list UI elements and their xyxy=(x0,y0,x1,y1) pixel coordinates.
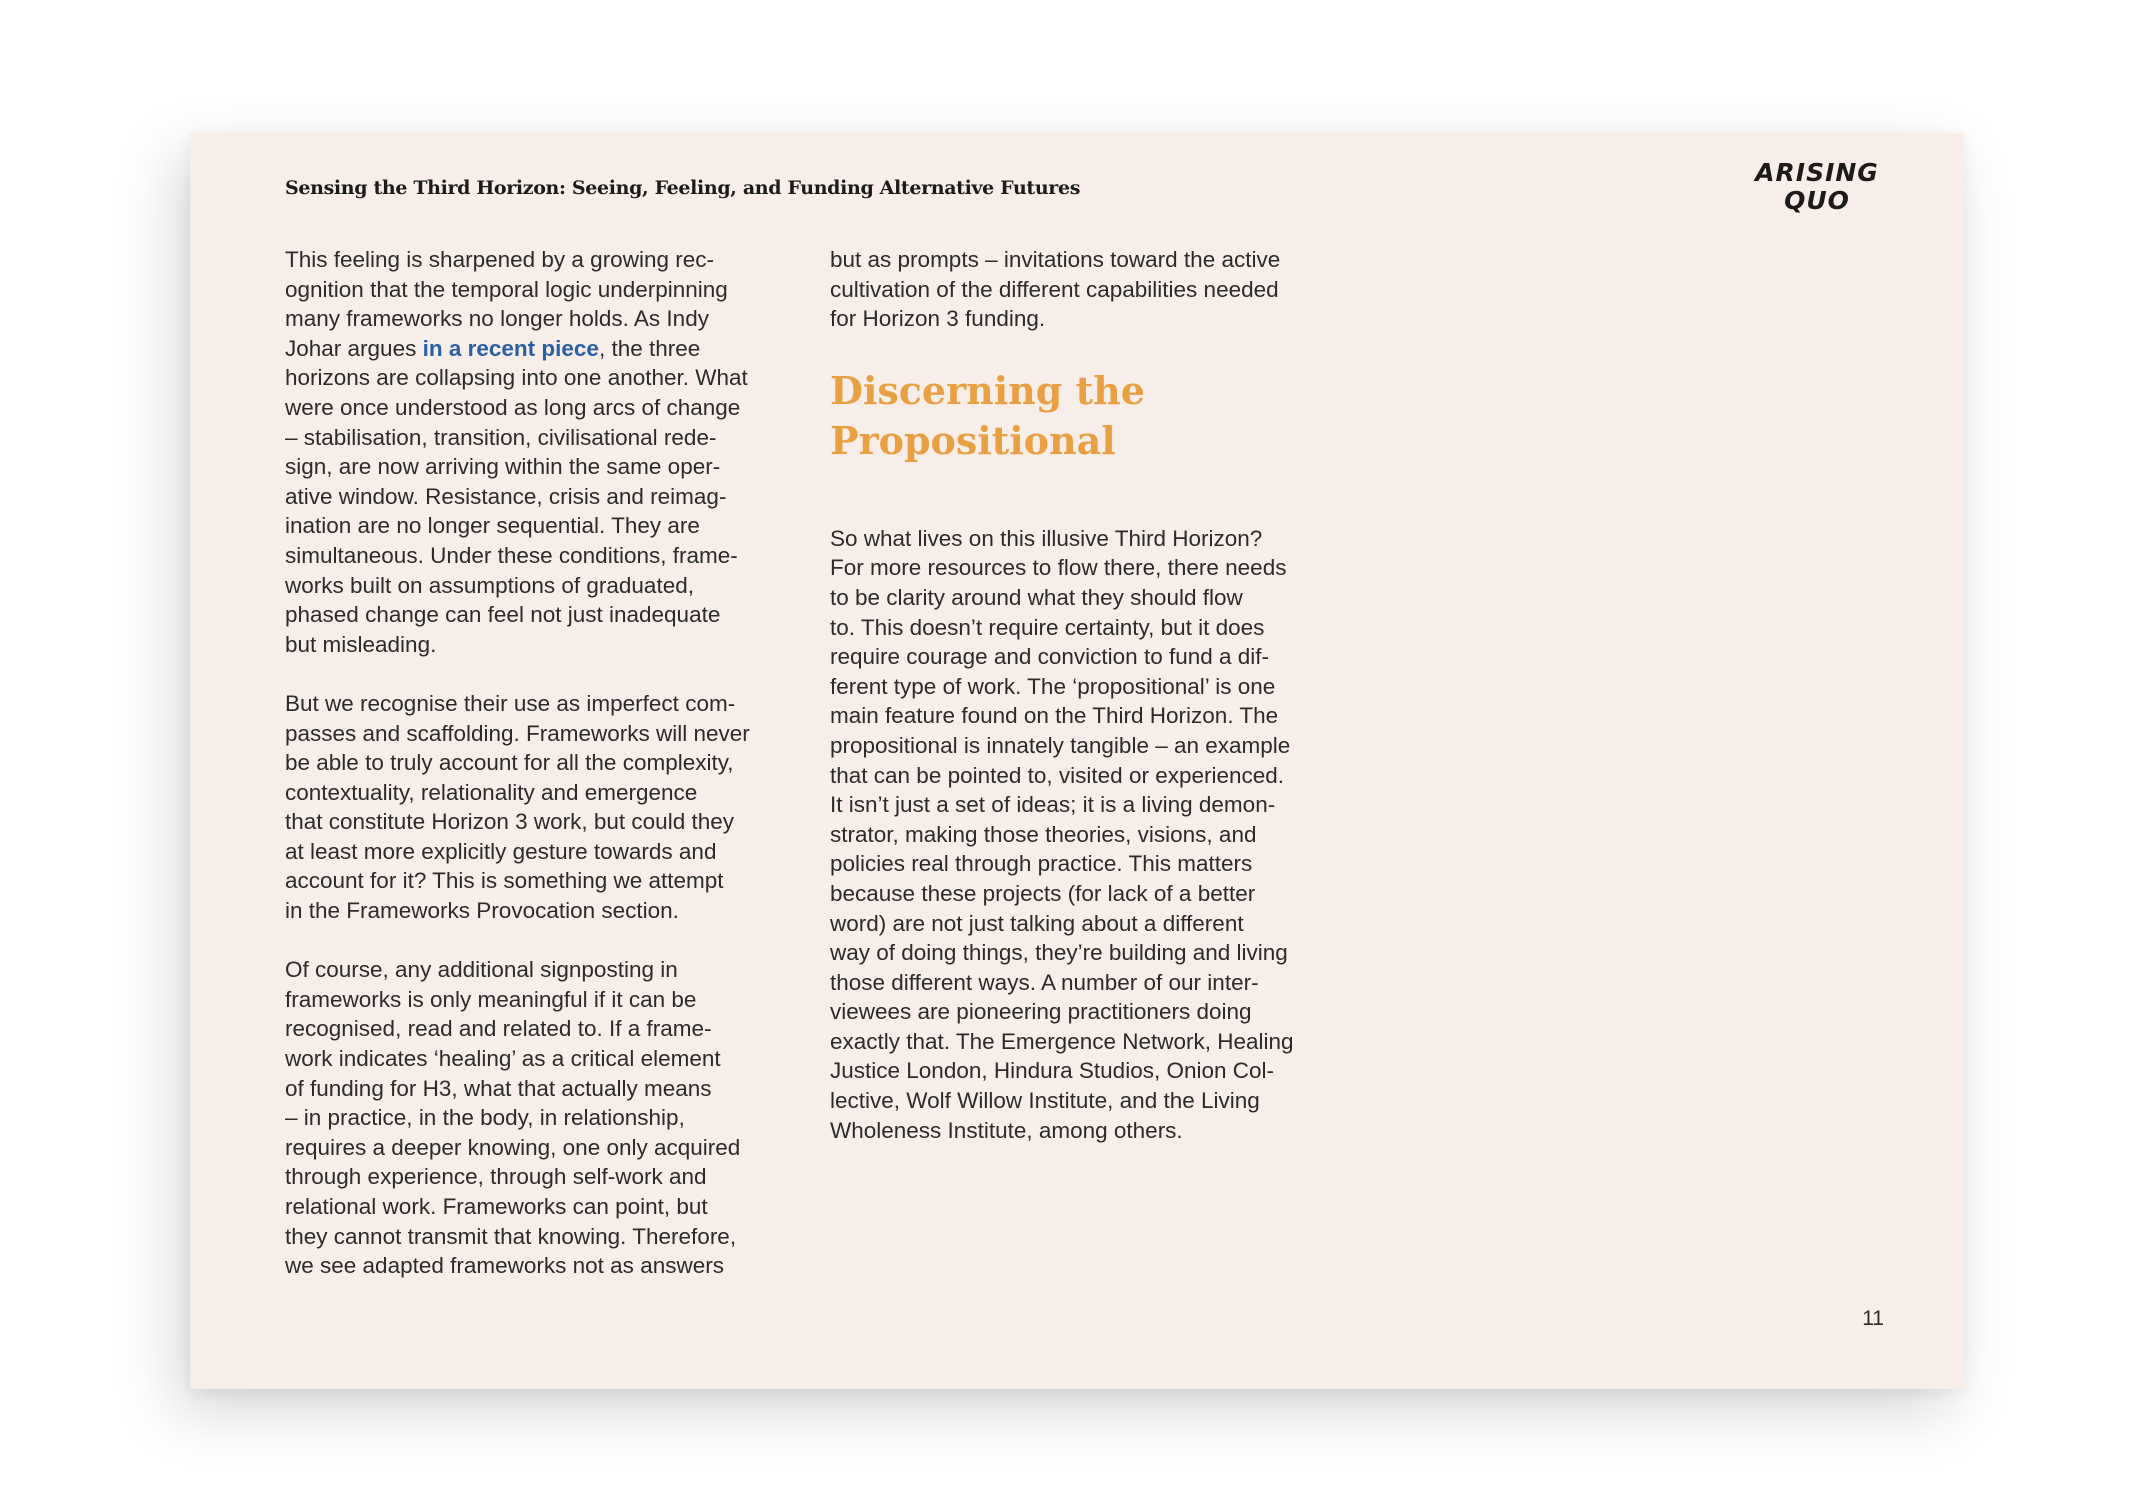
text-line: simultaneous. Under these conditions, frame- xyxy=(285,542,738,568)
text-line-with-link xyxy=(285,334,795,364)
text-line: through experience, through self-work and xyxy=(285,1164,707,1190)
text-line: recognised, read and related to. If a frame- xyxy=(285,1016,712,1042)
text-line: that constitute Horizon 3 work, but could they xyxy=(285,809,734,835)
text-line: way of doing things, they’re building and living xyxy=(830,940,1288,966)
text-line: works built on assumptions of graduated, xyxy=(285,572,694,598)
text-line: contextuality, relationality and emergence xyxy=(285,779,698,805)
text-line: This feeling is sharpened by a growing rec- xyxy=(285,247,714,272)
heading-line: Discerning the xyxy=(830,367,1145,413)
text-line: work indicates ‘healing’ as a critical element xyxy=(285,1046,721,1072)
text-line: be able to truly account for all the complexity, xyxy=(285,750,734,776)
text-line: viewees are pioneering practitioners doing xyxy=(830,999,1252,1025)
right-paragraph-2 xyxy=(830,524,1340,1145)
text-line: – stabilisation, transition, civilisational rede- xyxy=(285,424,717,450)
running-header-title: Sensing the Third Horizon: Seeing, Feeling, and Funding Alternative Futures xyxy=(285,177,1081,199)
text-line: of funding for H3, what that actually means xyxy=(285,1075,712,1101)
text-line: frameworks is only meaningful if it can be xyxy=(285,986,697,1012)
text-line: ognition that the temporal logic underpinning xyxy=(285,276,728,302)
text-line: but as prompts – invitations toward the active xyxy=(830,247,1281,272)
text-line: – in practice, in the body, in relationship, xyxy=(285,1105,685,1131)
text-line: Wholeness Institute, among others. xyxy=(830,1117,1183,1143)
text-line: main feature found on the Third Horizon. The xyxy=(830,703,1279,729)
text-line: many frameworks no longer holds. As Indy xyxy=(285,306,709,332)
heading-line: Propositional xyxy=(830,417,1116,463)
text-line: to be clarity around what they should flow xyxy=(830,584,1243,610)
text-line: passes and scaffolding. Frameworks will never xyxy=(285,720,750,746)
text-line: that can be pointed to, visited or experienced. xyxy=(830,762,1285,788)
text-line: require courage and conviction to fund a dif- xyxy=(830,644,1270,670)
text-line: requires a deeper knowing, one only acquired xyxy=(285,1134,741,1160)
left-column xyxy=(285,245,795,1310)
text-line: strator, making those theories, visions, and xyxy=(830,821,1257,847)
left-paragraph-3 xyxy=(285,955,795,1281)
text-line: those different ways. A number of our inter- xyxy=(830,969,1259,995)
text-line: were once understood as long arcs of change xyxy=(285,394,741,420)
recent-piece-link[interactable]: in a recent piece xyxy=(422,335,599,361)
text-line: but misleading. xyxy=(285,631,437,657)
text-line: ative window. Resistance, crisis and reimag- xyxy=(285,483,727,509)
text-line: they cannot transmit that knowing. Therefore, xyxy=(285,1223,737,1249)
text-line: horizons are collapsing into one another. What xyxy=(285,365,748,391)
text-line: policies real through practice. This matters xyxy=(830,851,1253,877)
text-line: word) are not just talking about a different xyxy=(830,910,1244,936)
text-line: propositional is innately tangible – an example xyxy=(830,732,1291,758)
text-line: we see adapted frameworks not as answers xyxy=(285,1253,724,1279)
text-line: exactly that. The Emergence Network, Healing xyxy=(830,1028,1294,1054)
arising-quo-logo xyxy=(1752,159,1882,215)
page-number: 11 xyxy=(1862,1307,1884,1330)
text-line: because these projects (for lack of a better xyxy=(830,880,1256,906)
text-line: account for it? This is something we attempt xyxy=(285,868,724,894)
text-line: lective, Wolf Willow Institute, and the Living xyxy=(830,1088,1260,1114)
text-line: phased change can feel not just inadequate xyxy=(285,602,721,628)
text-fragment: Johar argues xyxy=(285,335,423,361)
text-line: at least more explicitly gesture towards and xyxy=(285,838,717,864)
text-line: Of course, any additional signposting in xyxy=(285,957,678,983)
logo-line-1: ARISING xyxy=(1755,158,1879,187)
right-column xyxy=(830,245,1340,1175)
text-line: to. This doesn’t require certainty, but it does xyxy=(830,614,1265,640)
text-line: ination are no longer sequential. They are xyxy=(285,513,700,539)
text-line: But we recognise their use as imperfect com- xyxy=(285,690,736,716)
text-line: ferent type of work. The ‘propositional’ is one xyxy=(830,673,1276,699)
section-heading xyxy=(830,366,1340,466)
text-line: relational work. Frameworks can point, but xyxy=(285,1194,708,1219)
text-line: cultivation of the different capabilities needed xyxy=(830,276,1279,302)
text-line: for Horizon 3 funding. xyxy=(830,306,1046,332)
left-paragraph-1 xyxy=(285,245,795,659)
text-line: in the Frameworks Provocation section. xyxy=(285,898,679,924)
left-paragraph-2 xyxy=(285,689,795,926)
text-line: It isn’t just a set of ideas; it is a living demon- xyxy=(830,792,1276,818)
logo-line-2: QUO xyxy=(1784,186,1850,215)
right-paragraph-1 xyxy=(830,245,1340,334)
text-line: Justice London, Hindura Studios, Onion Col- xyxy=(830,1058,1275,1084)
text-line: So what lives on this illusive Third Horizon? xyxy=(830,525,1263,551)
text-line: sign, are now arriving within the same oper- xyxy=(285,454,721,480)
document-page xyxy=(190,133,1964,1389)
text-line: For more resources to flow there, there needs xyxy=(830,555,1287,581)
text-fragment: , the three xyxy=(598,335,701,361)
